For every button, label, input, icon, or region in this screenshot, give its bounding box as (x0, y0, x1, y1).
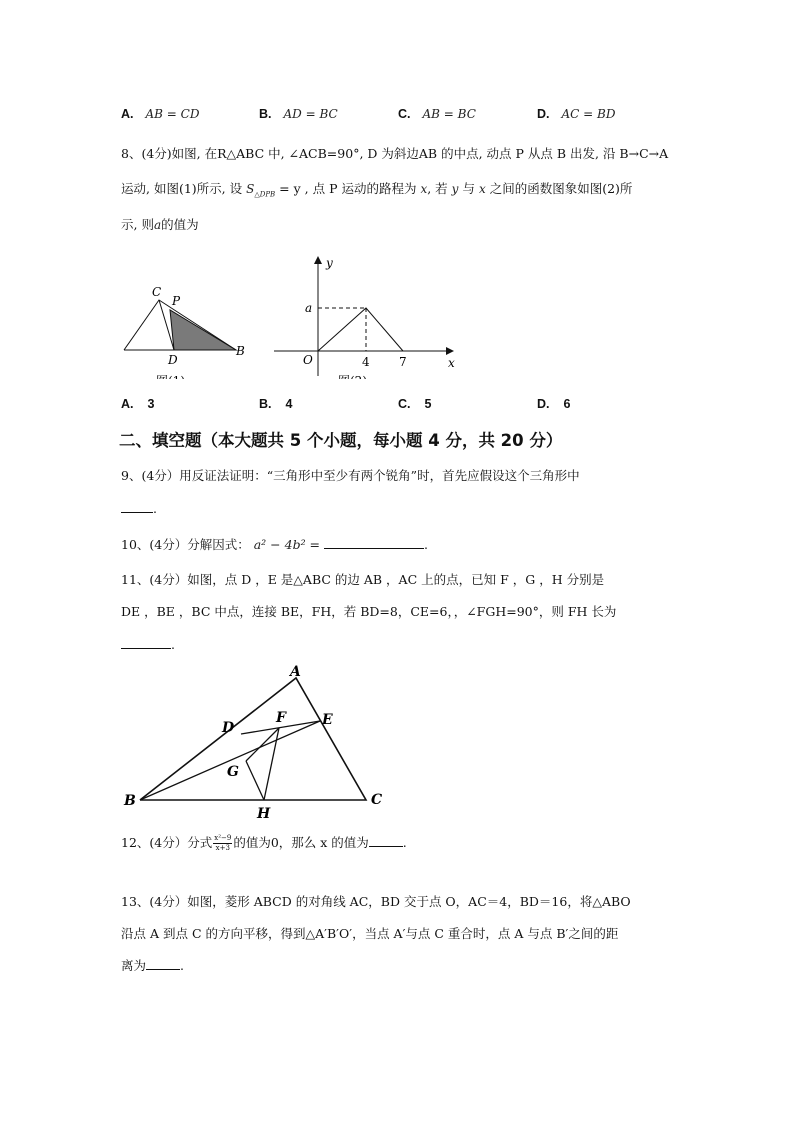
q8-figure-2 (270, 254, 465, 380)
section-title: 二、填空题（本大题共 5 个小题，每小题 4 分，共 20 分） (119, 431, 563, 450)
figure-crop-mask (110, 379, 470, 395)
q10-line (121, 536, 428, 554)
answer-blank[interactable] (324, 536, 424, 549)
q12-prefix: 12、(4分）分式 (121, 835, 213, 850)
answer-blank[interactable] (146, 957, 180, 970)
answer-blank[interactable] (369, 834, 403, 847)
q8-line-2 (121, 180, 632, 203)
period: . (171, 637, 175, 652)
option-letter: D. (537, 397, 550, 411)
label-e: E (322, 712, 333, 728)
period: . (402, 835, 407, 850)
option-expr: AD = BC (283, 107, 338, 121)
x-axis-arrow (446, 347, 454, 355)
q11-line-2: DE ，BE ，BC 中点，连接 BE，FH，若 BD=8，CE=6，，∠FGH=90°，则 FH 长为 (121, 604, 617, 619)
label-h: H (257, 806, 271, 822)
q8-figure-1 (118, 282, 253, 380)
fraction (213, 834, 232, 853)
q9-answer-line (121, 500, 157, 518)
option-letter: C. (398, 397, 411, 411)
answer-blank[interactable] (121, 636, 171, 649)
q8-line-1: 8、(4分)如图, 在R△ABC 中, ∠ACB=90°, D 为斜边AB 的中点, 动点 P 从点 B 出发, 沿 B→C→A (121, 146, 669, 161)
segment-fh (264, 728, 279, 800)
q8-text: = y , 点 P 运动的路程为 (279, 181, 417, 196)
label-d: D (168, 353, 178, 367)
answer-blank[interactable] (121, 500, 153, 513)
q8-text: 示, 则 (121, 217, 154, 232)
label-a: a (305, 301, 313, 315)
q13-line-2: 沿点 A 到点 C 的方向平移，得到△A′B′O′，当点 A′与点 C 重合时，点 A 与点 B′之间的距 (121, 926, 619, 941)
option-value: 3 (147, 397, 155, 411)
q12-line (121, 834, 407, 853)
period: . (424, 537, 428, 552)
q13-text: 离为 (121, 958, 147, 973)
q13-line-3 (121, 957, 184, 975)
var-x: x (478, 182, 486, 196)
q8-text: 运动, 如图(1)所示, 设 (121, 181, 243, 196)
label-y: y (326, 256, 333, 270)
segment-gh (246, 761, 264, 800)
area-symbol (246, 182, 276, 199)
q7-option-d (537, 105, 615, 123)
tick-label-7: 7 (399, 355, 407, 369)
y-axis-arrow (314, 256, 322, 264)
label-c: C (371, 792, 383, 808)
fraction-numerator: x²−9 (214, 834, 232, 842)
q11-figure (118, 665, 398, 820)
q8-option-b (259, 395, 292, 413)
q7-option-a (121, 105, 199, 123)
q8-option-a (121, 395, 154, 413)
option-value: 4 (285, 397, 293, 411)
option-expr: AB = BC (422, 107, 476, 121)
var-x: x (420, 182, 428, 196)
function-graph (318, 308, 403, 351)
label-x: x (448, 356, 455, 370)
q8-option-c (398, 395, 431, 413)
option-value: 5 (424, 397, 432, 411)
option-letter: B. (259, 107, 272, 121)
option-expr: AC = BD (561, 107, 616, 121)
label-b: B (236, 344, 245, 358)
option-letter: A. (121, 107, 134, 121)
q8-line-3 (121, 216, 199, 234)
q10-expression: a² − 4b² = (253, 537, 321, 552)
label-a: A (290, 664, 301, 680)
q8-text: 与 (462, 181, 475, 196)
option-letter: B. (259, 397, 272, 411)
option-value: 6 (563, 397, 571, 411)
label-p: P (172, 294, 181, 308)
q8-text: 之间的函数图象如图(2)所 (489, 181, 633, 196)
q7-option-b (259, 105, 338, 123)
area-subscript: △DPB (254, 190, 276, 199)
option-expr: AB = CD (145, 107, 200, 121)
option-letter: D. (537, 107, 550, 121)
label-o: O (303, 353, 313, 367)
q10-prefix: 10、(4分）分解因式： (121, 537, 250, 552)
area-s: S (246, 182, 255, 196)
label-f: F (276, 710, 286, 726)
period: . (180, 958, 184, 973)
var-y: y (451, 182, 459, 196)
q8-text: , 若 (427, 181, 448, 196)
q11-line-1: 11、(4分）如图，点 D ，E 是△ABC 的边 AB ，AC 上的点，已知 F ，G ，H 分别是 (121, 572, 605, 587)
fraction-denominator: x+3 (215, 844, 230, 852)
label-g: G (227, 764, 239, 780)
triangle-abc (140, 678, 366, 800)
q13-line-1: 13、(4分）如图，菱形 ABCD 的对角线 AC，BD 交于点 O，AC＝4，BD＝16，将△ABO (121, 894, 631, 909)
q12-suffix: 的值为0，那么 x 的值为 (233, 835, 369, 850)
label-c: C (152, 285, 162, 299)
q7-option-c (398, 105, 476, 123)
tick-label-4: 4 (362, 355, 370, 369)
q8-text: 的值为 (161, 217, 199, 232)
label-b: B (124, 793, 136, 809)
period: . (153, 501, 157, 516)
option-letter: C. (398, 107, 411, 121)
label-d: D (222, 720, 235, 736)
q8-option-d (537, 395, 570, 413)
q9-line-1: 9、(4分）用反证法证明：“三角形中至少有两个锐角”时，首先应假设这个三角形中 (121, 468, 580, 483)
q11-answer-line (121, 636, 175, 654)
var-a: a (153, 218, 162, 232)
option-letter: A. (121, 397, 134, 411)
